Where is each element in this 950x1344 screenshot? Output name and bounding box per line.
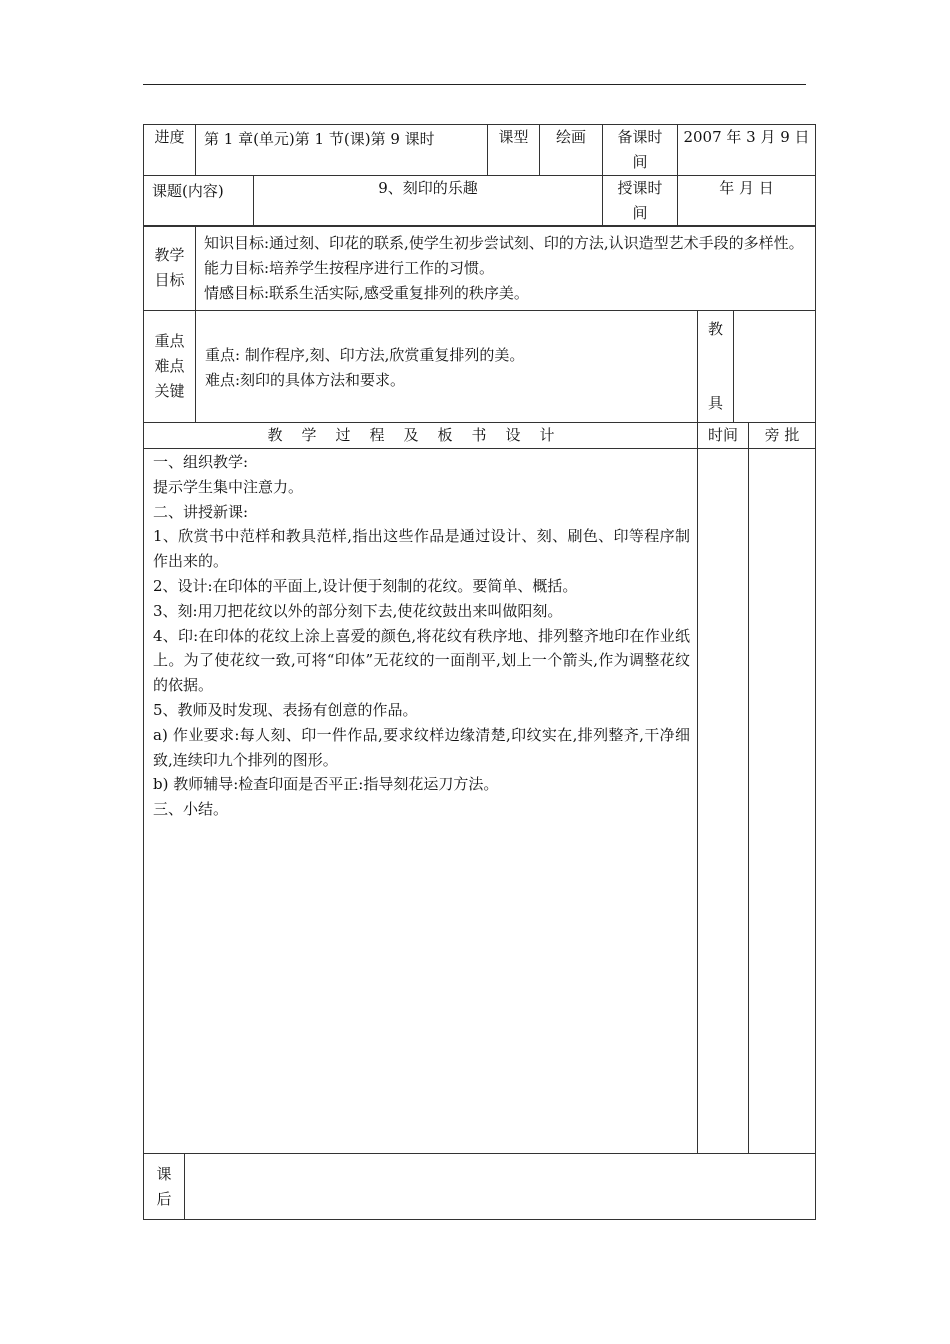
process-line: 一、组织教学: <box>153 453 249 471</box>
process-line: a) 作业要求:每人刻、印一件作品,要求纹样边缘清楚,印纹实在,排列整齐,干净细致,连续印九个排列的图形。 <box>153 725 690 769</box>
knowledge-objective: 知识目标:通过刻、印花的联系,使学生初步尝试刻、印的方法,认识造型艺术手段的多样性。 <box>204 234 804 252</box>
type-label: 课型 <box>488 125 540 176</box>
process-line: b) 教师辅导:检查印面是否平正:指导刻花运刀方法。 <box>153 775 499 794</box>
prep-time-label: 备课时 间 <box>603 125 678 176</box>
header-rule <box>143 84 806 85</box>
process-line: 5、教师及时发现、表扬有创意的作品。 <box>153 700 418 719</box>
teach-date: 年 月 日 <box>678 176 816 227</box>
progress-value: 第 1 章(单元)第 1 节(课)第 9 课时 <box>196 125 488 176</box>
process-line: 2、设计:在印体的平面上,设计便于刻制的花纹。要简单、概括。 <box>153 576 578 595</box>
progress-label: 进度 <box>144 125 196 176</box>
process-line: 1、欣赏书中范样和教具范样,指出这些作品是通过设计、刻、刷色、印等程序制作出来的。 <box>153 527 690 571</box>
difficulty-point: 难点:刻印的具体方法和要求。 <box>205 371 406 389</box>
notes-column <box>749 449 816 1154</box>
focus-point: 重点: 制作程序,刻、印方法,欣赏重复排列的美。 <box>205 346 525 364</box>
key-points-content <box>196 311 698 423</box>
prep-date: 2007 年 3 月 9 日 <box>678 125 816 176</box>
process-line: 4、印:在印体的花纹上涂上喜爱的颜色,将花纹有秩序地、排列整齐地印在作业纸上。为了使花纹一致,可将“印体”无花纹的一面削平,划上一个箭头,作为调整花纹的依据。 <box>153 626 690 695</box>
after-class-label: 课 后 <box>144 1154 185 1220</box>
objectives-label: 教学 目标 <box>144 226 196 311</box>
lesson-header-table <box>143 124 816 227</box>
objectives-content <box>196 226 816 311</box>
time-label: 时间 <box>698 423 749 449</box>
tools-label: 教 具 <box>698 311 734 423</box>
topic-label: 课题(内容) <box>144 176 254 227</box>
after-class-table <box>143 1153 816 1220</box>
process-line: 提示学生集中注意力。 <box>153 477 304 496</box>
teach-time-label: 授课时 间 <box>603 176 678 227</box>
ability-objective: 能力目标:培养学生按程序进行工作的习惯。 <box>204 259 495 277</box>
objectives-table <box>143 225 816 311</box>
process-content <box>144 449 698 1154</box>
tools-value <box>734 311 816 423</box>
after-class-content <box>185 1154 816 1220</box>
topic-value: 9、刻印的乐趣 <box>254 176 603 227</box>
time-column <box>698 449 749 1154</box>
type-value: 绘画 <box>540 125 603 176</box>
key-points-label: 重点 难点 关键 <box>144 311 196 423</box>
process-line: 二、讲授新课: <box>153 502 249 521</box>
process-table <box>143 422 816 1154</box>
notes-label: 旁 批 <box>749 423 816 449</box>
key-points-table <box>143 310 816 423</box>
emotion-objective: 情感目标:联系生活实际,感受重复排列的秩序美。 <box>204 284 529 302</box>
process-line: 三、小结。 <box>153 800 229 819</box>
process-line: 3、刻:用刀把花纹以外的部分刻下去,使花纹鼓出来叫做阳刻。 <box>153 601 563 620</box>
process-title: 教学过程及板书设计 <box>144 423 698 449</box>
